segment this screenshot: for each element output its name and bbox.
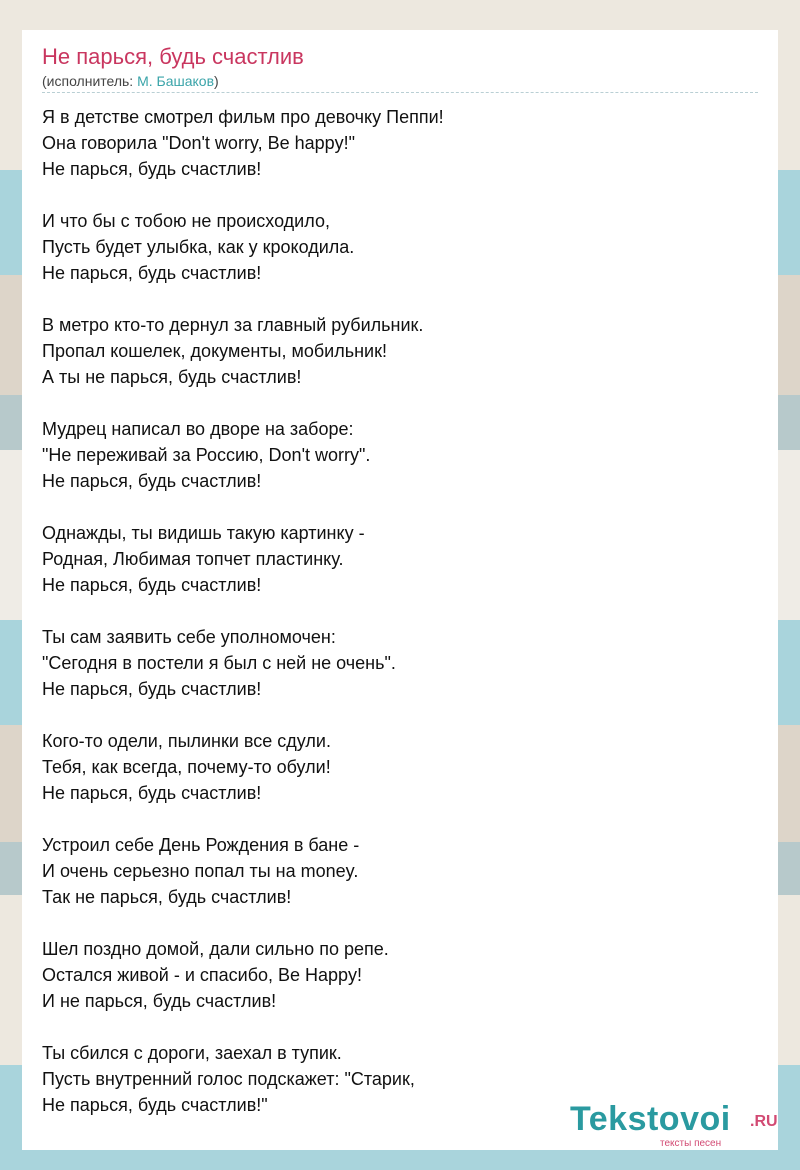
lyrics-line: И не парься, будь счастлив! (42, 991, 277, 1011)
lyrics-line: Пусть будет улыбка, как у крокодила. (42, 237, 355, 257)
lyrics-line: Я в детстве смотрел фильм про девочку Пеппи! (42, 107, 444, 127)
lyrics-line: Не парься, будь счастлив! (42, 679, 262, 699)
lyrics-line: И очень серьезно попал ты на money. (42, 861, 359, 881)
lyrics-line: Не парься, будь счастлив! (42, 263, 262, 283)
lyrics-line: Кого-то одели, пылинки все сдули. (42, 731, 331, 751)
title-divider (42, 92, 758, 93)
lyrics-line: Так не парься, будь счастлив! (42, 887, 292, 907)
lyrics-stanza (42, 312, 742, 390)
logo-name: Tekstovoi (570, 1100, 731, 1138)
lyrics-line: Не парься, будь счастлив! (42, 471, 262, 491)
lyrics-line: Не парься, будь счастлив! (42, 575, 262, 595)
lyrics-card (22, 30, 778, 1150)
lyrics-line: Ты сбился с дороги, заехал в тупик. (42, 1043, 342, 1063)
site-logo[interactable] (570, 1100, 780, 1150)
lyrics-line: Она говорила "Don't worry, Be happy!" (42, 133, 356, 153)
lyrics-stanza (42, 624, 742, 702)
lyrics-body (42, 104, 742, 1144)
artist-suffix: ) (214, 73, 219, 89)
artist-prefix: (исполнитель: (42, 73, 138, 89)
song-title: Не парься, будь счастлив (42, 44, 304, 69)
lyrics-line: Устроил себе День Рождения в бане - (42, 835, 360, 855)
lyrics-stanza (42, 520, 742, 598)
lyrics-line: Остался живой - и спасибо, Be Happy! (42, 965, 363, 985)
lyrics-line: Тебя, как всегда, почему-то обули! (42, 757, 331, 777)
artist-link[interactable]: М. Башаков (137, 73, 215, 89)
lyrics-line: Пусть внутренний голос подскажет: "Старик, (42, 1069, 415, 1089)
lyrics-line: Ты сам заявить себе уполномочен: (42, 627, 336, 647)
lyrics-stanza (42, 936, 742, 1014)
lyrics-stanza (42, 104, 742, 182)
lyrics-line: Шел поздно домой, дали сильно по репе. (42, 939, 389, 959)
lyrics-line: Мудрец написал во дворе на заборе: (42, 419, 354, 439)
lyrics-line: Не парься, будь счастлив! (42, 159, 262, 179)
lyrics-line: "Не переживай за Россию, Don't worry". (42, 445, 371, 465)
lyrics-line: Не парься, будь счастлив! (42, 783, 262, 803)
lyrics-line: В метро кто-то дернул за главный рубильник. (42, 315, 424, 335)
lyrics-line: Родная, Любимая топчет пластинку. (42, 549, 344, 569)
lyrics-line: А ты не парься, будь счастлив! (42, 367, 302, 387)
lyrics-line: Однажды, ты видишь такую картинку - (42, 523, 365, 543)
logo-tld: .RU (750, 1113, 778, 1130)
song-subtitle (42, 73, 219, 89)
logo-tagline: тексты песен (660, 1138, 722, 1149)
lyrics-line: И что бы с тобою не происходило, (42, 211, 330, 231)
lyrics-line: "Сегодня в постели я был с ней не очень". (42, 653, 396, 673)
lyrics-stanza (42, 416, 742, 494)
lyrics-line: Не парься, будь счастлив!" (42, 1095, 268, 1115)
lyrics-stanza (42, 208, 742, 286)
lyrics-line: Пропал кошелек, документы, мобильник! (42, 341, 387, 361)
lyrics-stanza (42, 832, 742, 910)
lyrics-stanza (42, 728, 742, 806)
